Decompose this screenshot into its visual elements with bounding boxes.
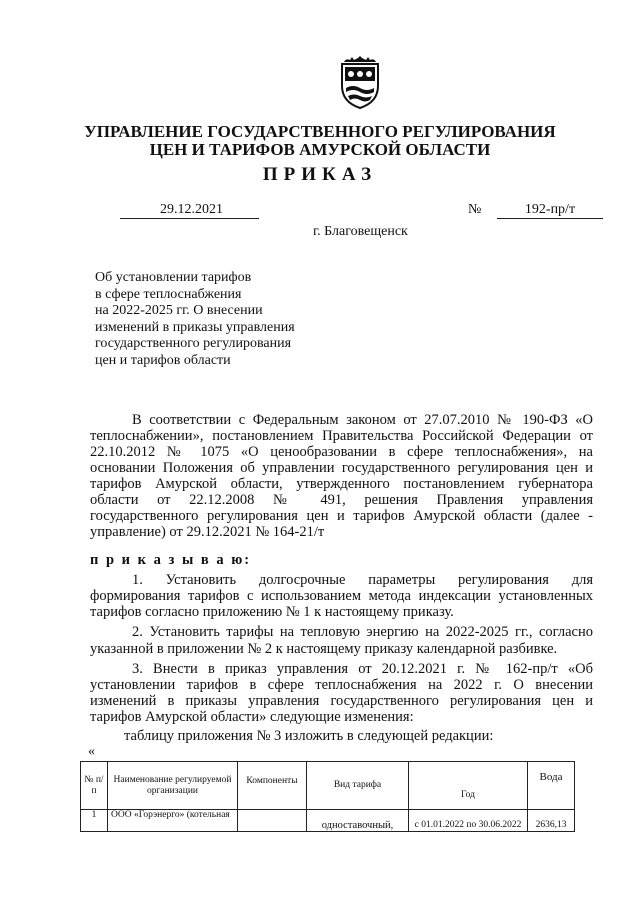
preamble-line-4: основании Положения об управлении государственного регулирования цен и: [90, 460, 593, 476]
preamble-line-1: В соответствии с Федеральным законом от 27.07.2010 № 190-ФЗ «О: [132, 412, 593, 428]
document-type-title: ПРИКАЗ: [262, 164, 378, 185]
row-cell-components: [238, 810, 307, 832]
subject-line: в сфере теплоснабжения: [95, 286, 242, 302]
item3-line-3: изменений в приказы управления государственного регулирования цен и: [90, 693, 593, 709]
header-cell-number: № п/п: [81, 762, 108, 810]
item1-line-2: формирования тарифов с использованием метода индексации установленных: [90, 588, 593, 604]
item3-sub: таблицу приложения № 3 изложить в следующей редакции:: [124, 728, 494, 744]
row-cell-organization: ООО «Горэнерго» (котельная: [108, 810, 238, 832]
item1-line-3: тарифов согласно приложению № 1 к настоящему приказу.: [90, 604, 454, 620]
header-cell-water: Вода: [528, 762, 575, 810]
item2-line-2: указанной в приложении № 2 к настоящему приказу календарной разбивке.: [90, 641, 558, 657]
preamble-line-2: теплоснабжении», постановлением Правительства Российской Федерации от: [90, 428, 593, 444]
item2-line-1: 2. Установить тарифы на тепловую энергию на 2022-2025 гг., согласно: [132, 624, 593, 640]
preamble-line-8: управление) от 29.12.2021 № 164-21/т: [90, 524, 325, 540]
row-cell-tariff-type: одноставочный,: [307, 810, 409, 832]
row-cell-number: 1: [81, 810, 108, 832]
org-title-line1: УПРАВЛЕНИЕ ГОСУДАРСТВЕННОГО РЕГУЛИРОВАНИЯ: [84, 122, 556, 141]
row-cell-water: 2636,13: [528, 810, 575, 832]
item3-line-4: тарифов Амурской области» следующие изменения:: [90, 709, 414, 725]
order-subject: [95, 270, 355, 370]
opening-quote: «: [88, 744, 95, 759]
item3-line-1: 3. Внести в приказ управления от 20.12.2021 г. № 162-пр/т «Об: [132, 661, 593, 677]
org-title-line2: ЦЕН И ТАРИФОВ АМУРСКОЙ ОБЛАСТИ: [149, 140, 491, 159]
subject-line: Об установлении тарифов: [95, 270, 252, 285]
row-cell-year: с 01.01.2022 по 30.06.2022: [409, 810, 528, 832]
preamble-line-6: области от 22.12.2008 № 491, решения Правления управления: [90, 492, 593, 508]
number-sign: №: [468, 202, 482, 217]
city-name: г. Благовещенск: [313, 224, 408, 239]
subject-line: на 2022-2025 гг. О внесении: [95, 303, 263, 319]
item1-line-1: 1. Установить долгосрочные параметры регулирования для: [132, 572, 593, 588]
orders-word: п р и к а з ы в а ю:: [90, 552, 252, 568]
item3-line-2: установлении тарифов в сфере теплоснабжения на 2022 г. О внесении: [90, 677, 593, 693]
subject-line: изменений в приказы управления: [95, 319, 295, 335]
header-cell-tariff-type: Вид тарифа: [307, 762, 409, 810]
header-cell-organization: Наименование регулируемой организации: [108, 762, 238, 810]
subject-line: цен и тарифов области: [95, 352, 231, 368]
order-date: 29.12.2021: [120, 202, 259, 219]
preamble-line-3: 22.10.2012 № 1075 «О ценообразовании в сфере теплоснабжения», на: [90, 444, 593, 460]
subject-line: государственного регулирования: [95, 336, 292, 352]
order-number: 192-пр/т: [497, 202, 603, 219]
table-row: [81, 810, 575, 832]
preamble-line-7: государственного регулирования цен и тарифов Амурской области (далее -: [90, 508, 593, 524]
coat-of-arms-emblem: [338, 56, 382, 110]
header-cell-year: Год: [409, 762, 528, 810]
preamble-line-5: тарифов Амурской области, утвержденного постановлением губернатора: [90, 476, 593, 492]
tariff-table: [80, 761, 575, 832]
header-cell-components: Компоненты: [238, 762, 307, 810]
table-header-row: [81, 762, 575, 810]
